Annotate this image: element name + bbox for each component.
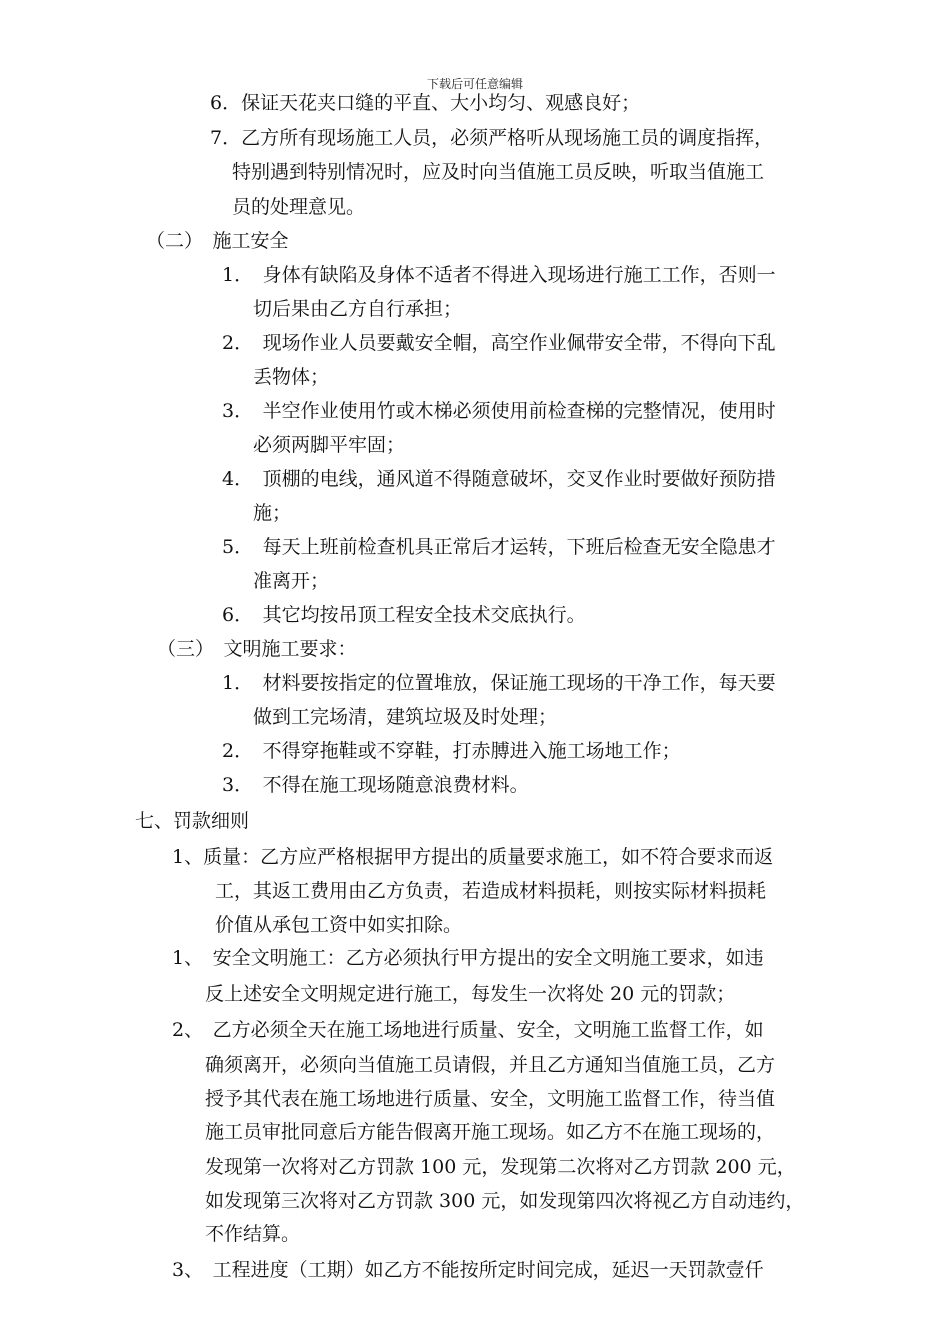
text-line: 不作结算。 [205,1223,301,1245]
text-line: 2． 现场作业人员要戴安全帽，高空作业佩带安全带，不得向下乱 [222,332,776,354]
text-line: 6．保证天花夹口缝的平直、大小均匀、观感良好； [210,92,641,114]
text-line: 3、 工程进度（工期）如乙方不能按所定时间完成，延迟一天罚款壹仟 [172,1259,764,1281]
text-line: 确须离开，必须向当值施工员请假，并且乙方通知当值施工员，乙方 [205,1054,776,1076]
text-line: 切后果由乙方自行承担； [253,298,463,320]
text-line: 施工员审批同意后方能告假离开施工现场。如乙方不在施工现场的， [205,1121,776,1143]
text-line: 1、质量：乙方应严格根据甲方提出的质量要求施工，如不符合要求而返 [172,846,774,868]
page-header: 下载后可任意编辑 [426,77,523,91]
chapter-heading: 七、罚款细则 [135,810,250,832]
text-line: 1． 材料要按指定的位置堆放，保证施工现场的干净工作，每天要 [222,672,776,694]
text-line: 特别遇到特别情况时，应及时向当值施工员反映，听取当值施工 [232,161,765,183]
text-line: 准离开； [253,570,330,592]
text-line: 必须两脚平牢固； [253,434,406,456]
text-line: 2、 乙方必须全天在施工场地进行质量、安全，文明施工监督工作，如 [172,1019,764,1041]
text-line: 1、 安全文明施工：乙方必须执行甲方提出的安全文明施工要求，如违 [172,947,764,969]
text-line: 5． 每天上班前检查机具正常后才运转，下班后检查无安全隐患才 [222,536,776,558]
text-line: 如发现第三次将对乙方罚款 300 元，如发现第四次将视乙方自动违约， [205,1190,805,1212]
text-line: 施； [253,502,292,524]
text-line: 发现第一次将对乙方罚款 100 元，发现第二次将对乙方罚款 200 元， [205,1156,796,1178]
text-line: 反上述安全文明规定进行施工，每发生一次将处 20 元的罚款； [205,983,736,1005]
section-heading: （三） 文明施工要求： [157,638,357,660]
text-line: 工，其返工费用由乙方负责，若造成材料损耗，则按实际材料损耗 [215,880,767,902]
text-line: 丢物体； [253,366,330,388]
text-line: 2． 不得穿拖鞋或不穿鞋，打赤膊进入施工场地工作； [222,740,681,762]
text-line: 7．乙方所有现场施工人员，必须严格听从现场施工员的调度指挥， [210,127,774,149]
text-line: 1． 身体有缺陷及身体不适者不得进入现场进行施工工作，否则一 [222,264,776,286]
text-line: 3． 半空作业使用竹或木梯必须使用前检查梯的完整情况，使用时 [222,400,776,422]
text-line: 价值从承包工资中如实扣除。 [215,914,463,936]
text-line: 员的处理意见。 [232,196,366,218]
text-line: 4． 顶棚的电线，通风道不得随意破坏，交叉作业时要做好预防措 [222,468,776,490]
text-line: 做到工完场清，建筑垃圾及时处理； [253,706,558,728]
text-line: 授予其代表在施工场地进行质量、安全，文明施工监督工作，待当值 [205,1088,776,1110]
section-heading: （二） 施工安全 [146,230,289,252]
text-line: 6． 其它均按吊顶工程安全技术交底执行。 [222,604,586,626]
text-line: 3． 不得在施工现场随意浪费材料。 [222,774,529,796]
